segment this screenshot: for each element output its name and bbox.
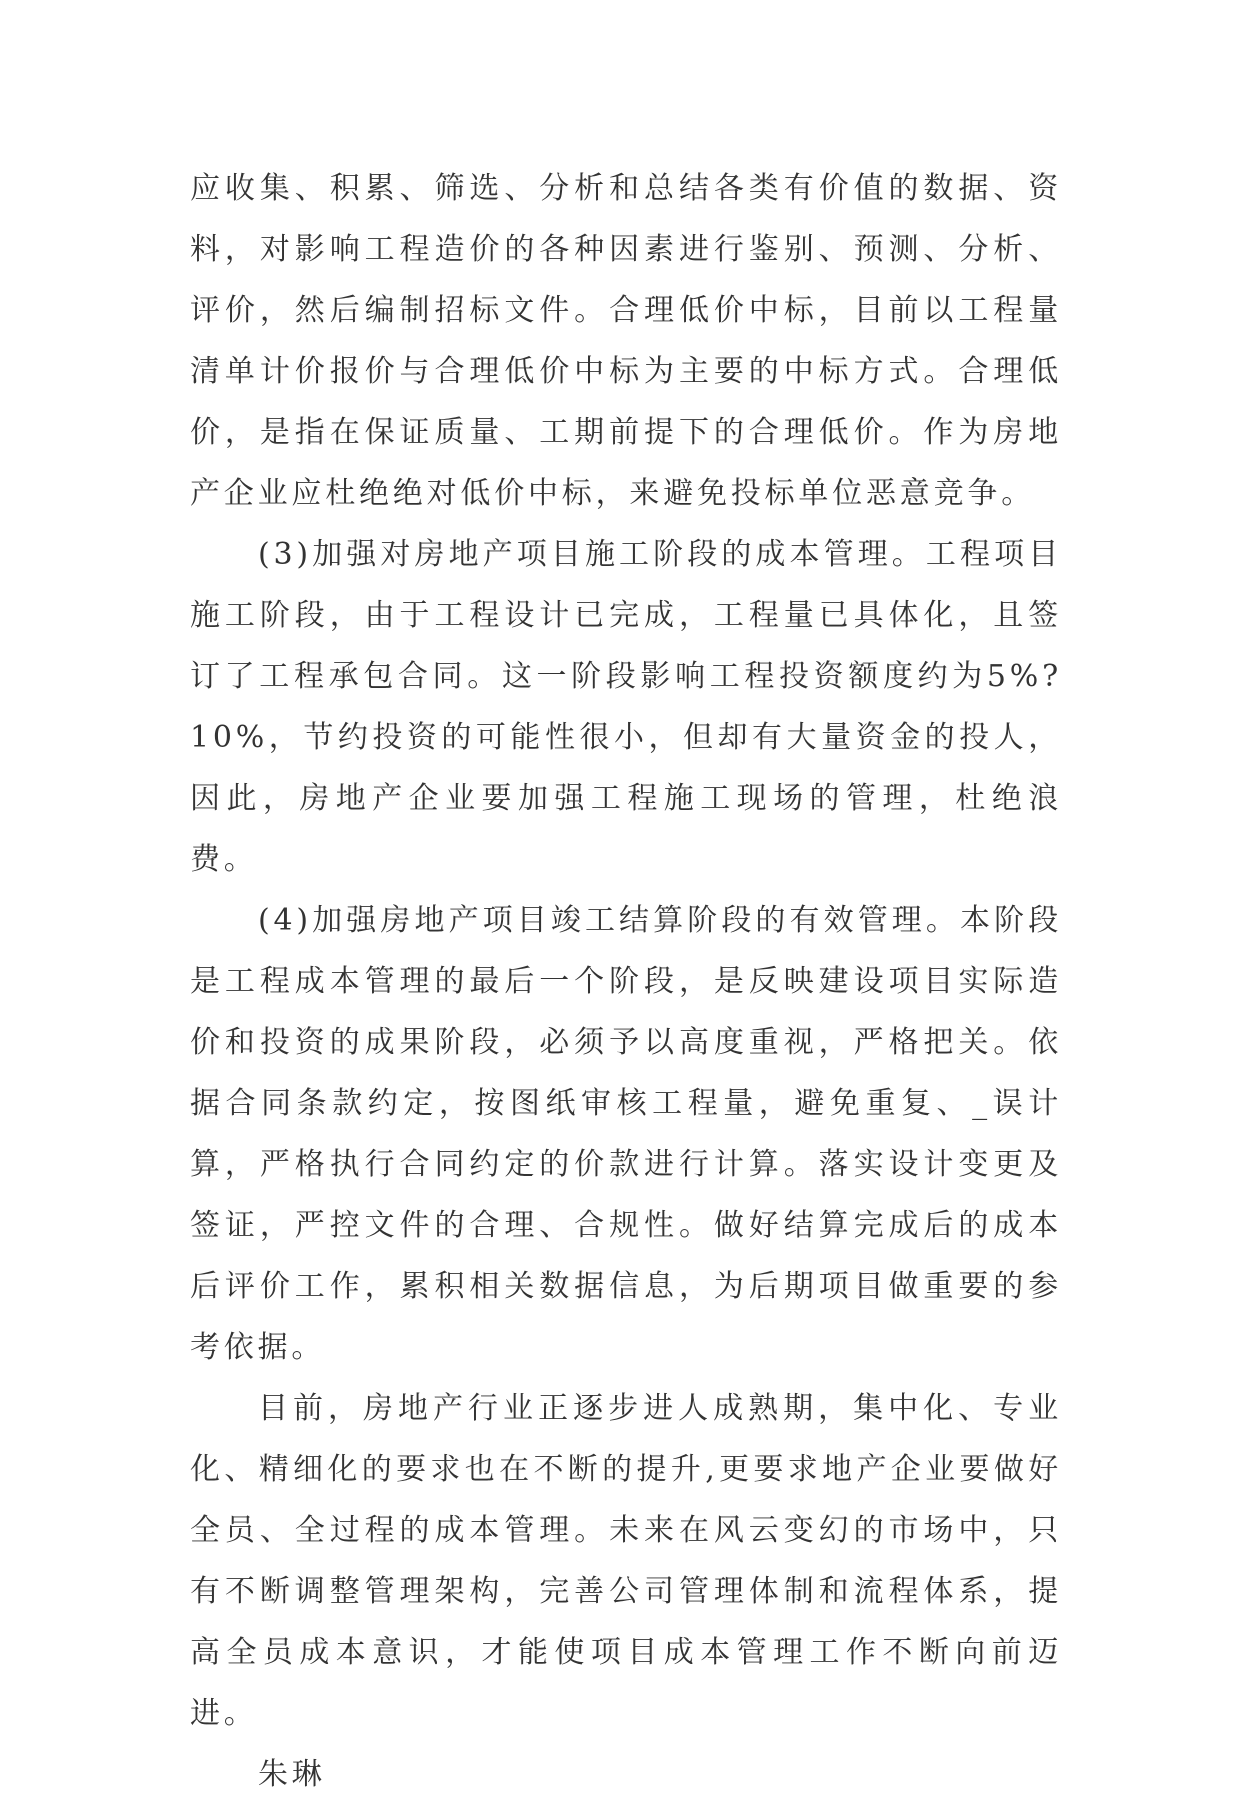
paragraph-2: (3)加强对房地产项目施工阶段的成本管理。工程项目施工阶段，由于工程设计已完成，工程量已具体化，且签订了工程承包合同。这一阶段影响工程投资额度约为5%?10%，节约投资的可能性很小，但却有大量资金的投人，因此，房地产企业要加强工程施工现场的管理，杜绝浪费。 — [190, 537, 1062, 877]
document-body — [190, 158, 1062, 1805]
paragraph-4: 目前，房地产行业正逐步进人成熟期，集中化、专业化、精细化的要求也在不断的提升,更要求地产企业要做好全员、全过程的成本管理。未来在风云变幻的市场中，只有不断调整管理架构，完善公司管理体制和流程体系，提高全员成本意识，才能使项目成本管理工作不断向前迈进。 — [190, 1391, 1062, 1731]
paragraph-1: 应收集、积累、筛选、分析和总结各类有价值的数据、资料，对影响工程造价的各种因素进行鉴别、预测、分析、评价，然后编制招标文件。合理低价中标，目前以工程量清单计价报价与合理低价中标为主要的中标方式。合理低价，是指在保证质量、工期前提下的合理低价。作为房地产企业应杜绝绝对低价中标，来避免投标单位恶意竞争。 — [190, 171, 1062, 511]
author-name: 朱琳 — [258, 1757, 326, 1792]
paragraph-3: (4)加强房地产项目竣工结算阶段的有效管理。本阶段是工程成本管理的最后一个阶段，是反映建设项目实际造价和投资的成果阶段，必须予以高度重视，严格把关。依据合同条款约定，按图纸审核工程量，避免重复、_误计算，严格执行合同约定的价款进行计算。落实设计变更及签证，严控文件的合理、合规性。做好结算完成后的成本后评价工作，累积相关数据信息，为后期项目做重要的参考依据。 — [190, 903, 1062, 1365]
